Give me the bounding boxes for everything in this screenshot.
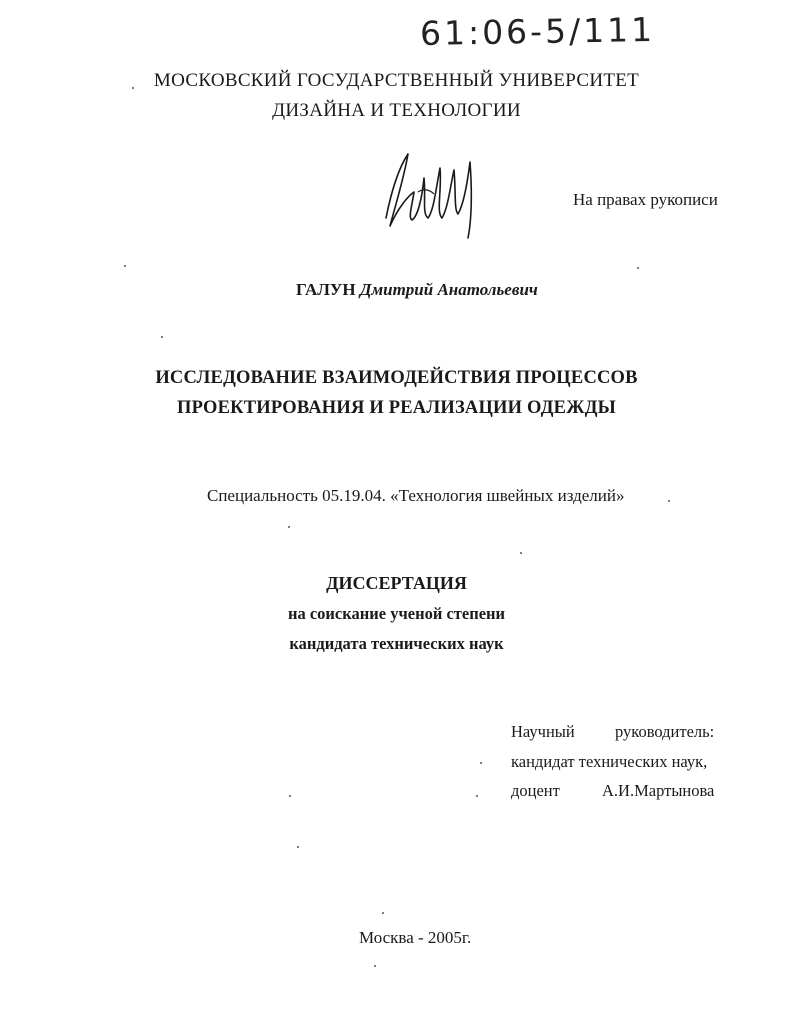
author-given-names: Дмитрий Анатольевич [359,280,538,299]
scan-speck [668,500,670,502]
place-year: Москва - 2005г. [359,928,472,947]
author-name [296,280,538,300]
signature-icon [378,148,488,243]
thesis-title-line1: ИССЛЕДОВАНИЕ ВЗАИМОДЕЙСТВИЯ ПРОЦЕССОВ [155,368,638,388]
scan-speck [161,336,163,338]
specialty: Специальность 05.19.04. «Технология швейных изделий» [207,486,625,505]
scan-speck [520,552,522,554]
scan-speck [480,762,482,764]
author-surname: ГАЛУН [296,280,356,299]
dissertation-degree-line2: кандидата технических наук [289,634,504,653]
university-name-line1: МОСКОВСКИЙ ГОСУДАРСТВЕННЫЙ УНИВЕРСИТЕТ [153,70,640,91]
supervisor-label-part2: руководитель: [615,722,715,741]
supervisor-label-part1: Научный [511,722,575,741]
university-name-line2: ДИЗАЙНА И ТЕХНОЛОГИИ [272,100,521,121]
scan-speck [297,846,299,848]
scan-speck [132,87,134,89]
scan-speck [124,265,126,267]
scan-speck [288,526,290,528]
supervisor-name: А.И.Мартынова [602,781,715,800]
dissertation-heading: ДИССЕРТАЦИЯ [326,573,467,593]
supervisor-degree: кандидат технических наук, [511,752,708,771]
thesis-title-line2: ПРОЕКТИРОВАНИЯ И РЕАЛИЗАЦИИ ОДЕЖДЫ [177,398,616,418]
scan-speck [289,795,291,797]
archive-number: 61:06-5/111 [419,9,656,54]
scan-speck [637,267,639,269]
scan-speck [382,912,384,914]
supervisor-rank: доцент [511,781,560,800]
scan-speck [374,965,376,967]
rights-note: На правах рукописи [573,190,718,209]
dissertation-degree-line1: на соискание ученой степени [287,604,506,623]
scan-speck [476,795,478,797]
